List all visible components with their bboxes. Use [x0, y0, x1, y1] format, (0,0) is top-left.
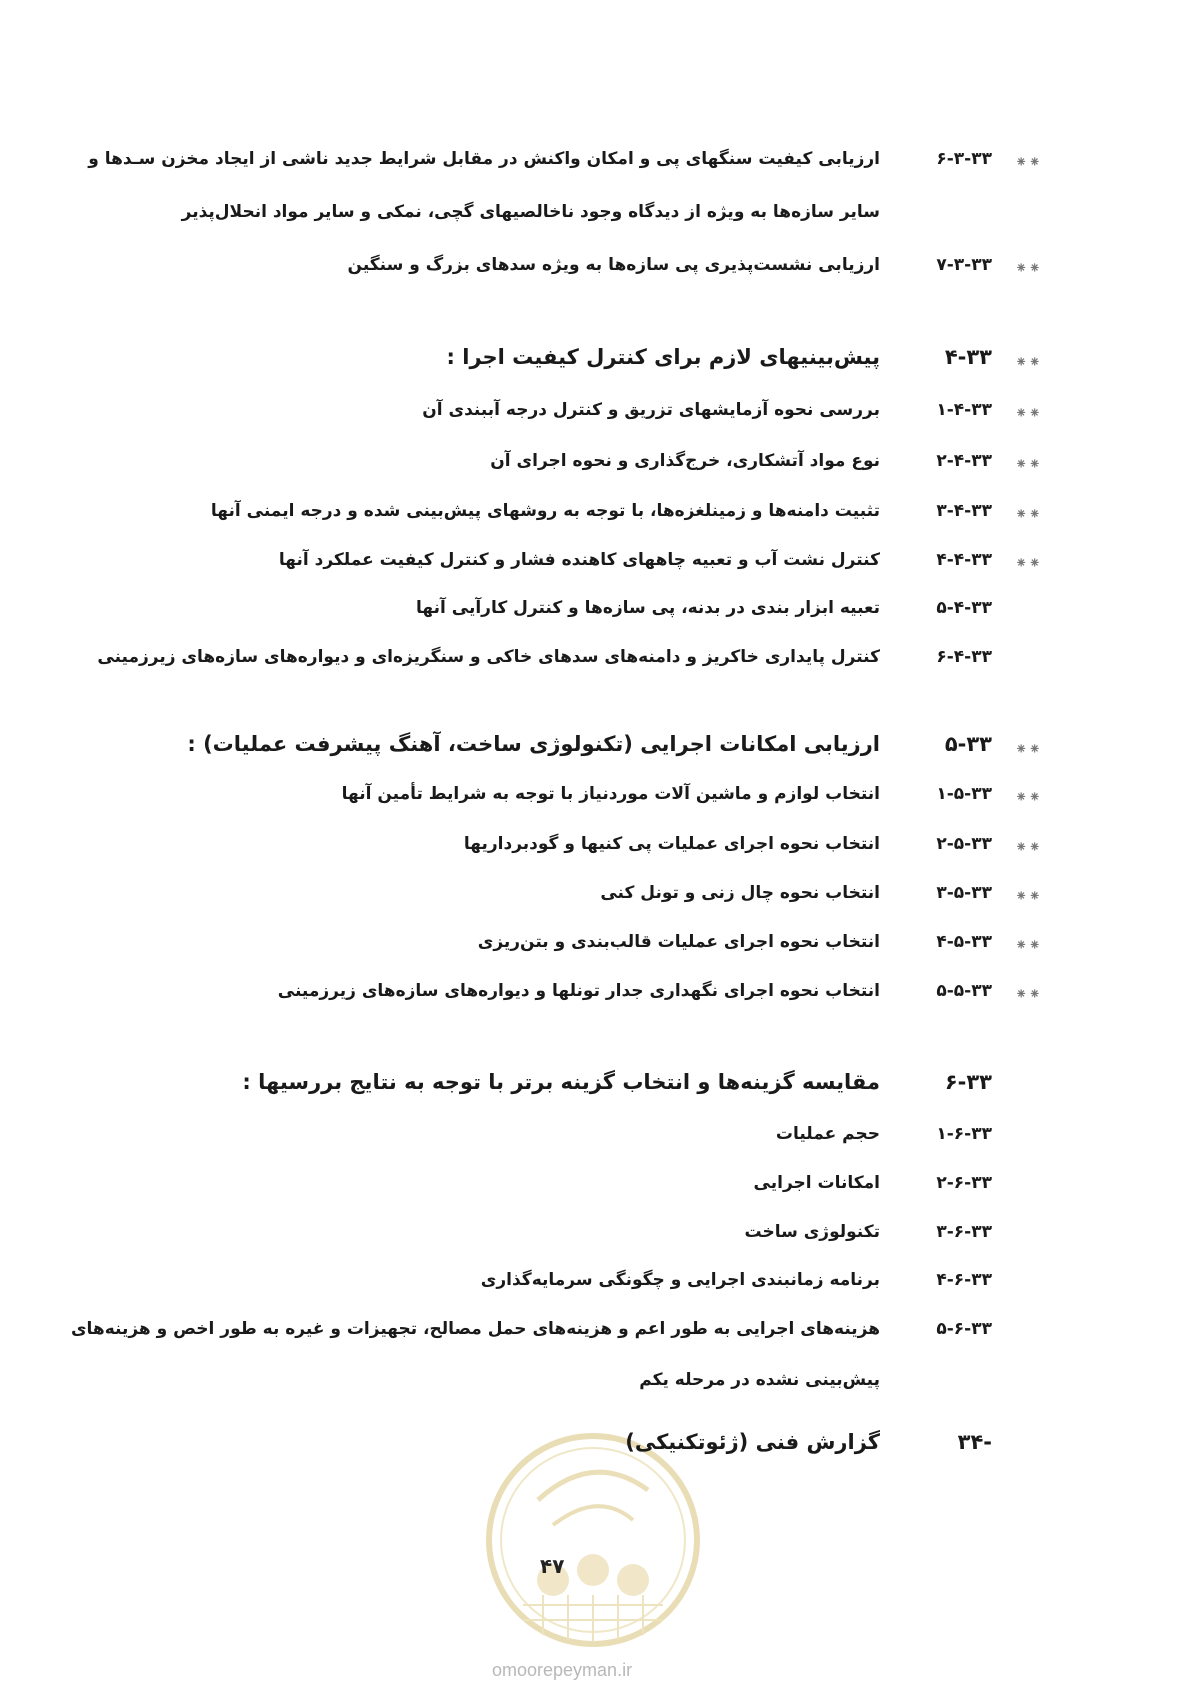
section-heading-33-4	[0, 343, 1190, 383]
list-item	[0, 546, 1190, 586]
item-33-3-7	[0, 251, 1190, 291]
item-33-3-6	[0, 145, 1190, 185]
section-number: -۳۴	[957, 1430, 992, 1454]
section-title: ارزیابی امکانات اجرایی (تکنولوژی ساخت، آهنگ پیشرفت عملیات) :	[187, 732, 880, 756]
bullet-stars: ⁕⁕	[1014, 838, 1042, 856]
item-text: بررسی نحوه آزمایشهای تزریق و کنترل درجه آببندی آن	[422, 400, 880, 420]
item-number: ۴-۴-۳۳	[936, 550, 992, 570]
item-text: برنامه زمانبندی اجرایی و چگونگی سرمایه‌گذاری	[480, 1270, 880, 1290]
item-number: ۳-۶-۳۳	[936, 1222, 992, 1242]
bullet-stars: ⁕⁕	[1014, 505, 1042, 523]
item-number: ۶-۴-۳۳	[936, 647, 992, 667]
bullet-stars: ⁕⁕	[1014, 985, 1042, 1003]
list-item	[0, 1169, 1190, 1209]
item-text: انتخاب لوازم و ماشین آلات موردنیاز با توجه به شرایط تأمین آنها	[341, 784, 880, 804]
item-text-continuation: سایر سازه‌ها به ویژه از دیدگاه وجود ناخالصیهای گچی، نمکی و سایر مواد انحلال‌پذیر	[181, 202, 880, 222]
item-number: ۲-۶-۳۳	[936, 1173, 992, 1193]
bullet-stars: ⁕⁕	[1014, 153, 1042, 171]
item-number: ۱-۴-۳۳	[936, 400, 992, 420]
item-text: انتخاب نحوه اجرای نگهداری جدار تونلها و دیواره‌های سازه‌های زیرزمینی	[277, 981, 880, 1001]
item-text: کنترل نشت آب و تعبیه چاههای کاهنده فشار و کنترل کیفیت عملکرد آنها	[278, 550, 880, 570]
item-number: ۲-۵-۳۳	[936, 834, 992, 854]
item-text: انتخاب نحوه اجرای عملیات قالب‌بندی و بتن‌ریزی	[477, 932, 880, 952]
bullet-stars: ⁕⁕	[1014, 887, 1042, 905]
bullet-stars: ⁕⁕	[1014, 740, 1042, 758]
item-number: ۷-۳-۳۳	[936, 255, 992, 275]
item-number: ۱-۶-۳۳	[936, 1124, 992, 1144]
section-title: گزارش فنی (ژئوتکنیکی)	[625, 1430, 880, 1454]
item-number: ۵-۵-۳۳	[936, 981, 992, 1001]
section-number: ۶-۳۳	[944, 1070, 992, 1094]
section-heading-33-6	[0, 1068, 1190, 1108]
section-title: پیش‌بینیهای لازم برای کنترل کیفیت اجرا :	[446, 345, 880, 369]
item-number: ۲-۴-۳۳	[936, 451, 992, 471]
list-item	[0, 1266, 1190, 1306]
item-text: انتخاب نحوه چال زنی و تونل کنی	[600, 883, 880, 903]
list-item	[0, 1120, 1190, 1160]
list-item	[0, 643, 1190, 683]
item-number: ۳-۴-۳۳	[936, 501, 992, 521]
section-number: ۵-۳۳	[944, 732, 992, 756]
list-item	[0, 1218, 1190, 1258]
list-item	[0, 497, 1190, 537]
page-number: ۴۷	[540, 1554, 565, 1578]
bullet-stars: ⁕⁕	[1014, 404, 1042, 422]
item-text: کنترل پایداری خاکریز و دامنه‌های سدهای خاکی و سنگریزه‌ای و دیواره‌های سازه‌های زیرزمینی	[97, 647, 880, 667]
item-text-continuation: پیش‌بینی نشده در مرحله یکم	[639, 1370, 880, 1390]
list-item	[0, 830, 1190, 870]
item-number: ۶-۳-۳۳	[936, 149, 992, 169]
list-item	[0, 594, 1190, 634]
item-number: ۳-۵-۳۳	[936, 883, 992, 903]
item-text: تعبیه ابزار بندی در بدنه، پی سازه‌ها و کنترل کارآیی آنها	[416, 598, 880, 618]
list-item	[0, 396, 1190, 436]
list-item	[0, 928, 1190, 968]
website-watermark: omoorepeyman.ir	[492, 1660, 633, 1680]
item-text: تثبیت دامنه‌ها و زمینلغزه‌ها، با توجه به روشهای پیش‌بینی شده و درجه ایمنی آنها	[210, 501, 880, 521]
section-title: مقایسه گزینه‌ها و انتخاب گزینه برتر با توجه به نتایج بررسیها :	[242, 1070, 880, 1094]
item-text: نوع مواد آتشکاری، خرج‌گذاری و نحوه اجرای آن	[490, 451, 880, 471]
list-item	[0, 1315, 1190, 1355]
bullet-stars: ⁕⁕	[1014, 936, 1042, 954]
item-text: هزینه‌های اجرایی به طور اعم و هزینه‌های حمل مصالح، تجهیزات و غیره به طور اخص و هزینه‌های	[70, 1319, 880, 1339]
list-item	[0, 447, 1190, 487]
bullet-stars: ⁕⁕	[1014, 259, 1042, 277]
section-heading-34	[0, 1428, 1190, 1468]
section-heading-33-5	[0, 730, 1190, 770]
section-number: ۴-۳۳	[944, 345, 992, 369]
item-text: تکنولوژی ساخت	[744, 1222, 880, 1242]
list-item	[0, 879, 1190, 919]
bullet-stars: ⁕⁕	[1014, 455, 1042, 473]
list-item	[0, 977, 1190, 1017]
list-item	[0, 780, 1190, 820]
item-number: ۵-۶-۳۳	[936, 1319, 992, 1339]
item-text: حجم عملیات	[775, 1124, 880, 1144]
item-text: ارزیابی نشست‌پذیری پی سازه‌ها به ویژه سدهای بزرگ و سنگین	[347, 255, 880, 275]
item-text: امکانات اجرایی	[753, 1173, 880, 1193]
item-number: ۴-۶-۳۳	[936, 1270, 992, 1290]
bullet-stars: ⁕⁕	[1014, 788, 1042, 806]
item-number: ۱-۵-۳۳	[936, 784, 992, 804]
bullet-stars: ⁕⁕	[1014, 554, 1042, 572]
item-text: ارزیابی کیفیت سنگهای پی و امکان واکنش در مقابل شرایط جدید ناشی از ایجاد مخزن سـدها و	[88, 149, 880, 169]
item-text: انتخاب نحوه اجرای عملیات پی کنیها و گودبرداریها	[463, 834, 880, 854]
item-number: ۴-۵-۳۳	[936, 932, 992, 952]
bullet-stars: ⁕⁕	[1014, 353, 1042, 371]
item-number: ۵-۴-۳۳	[936, 598, 992, 618]
